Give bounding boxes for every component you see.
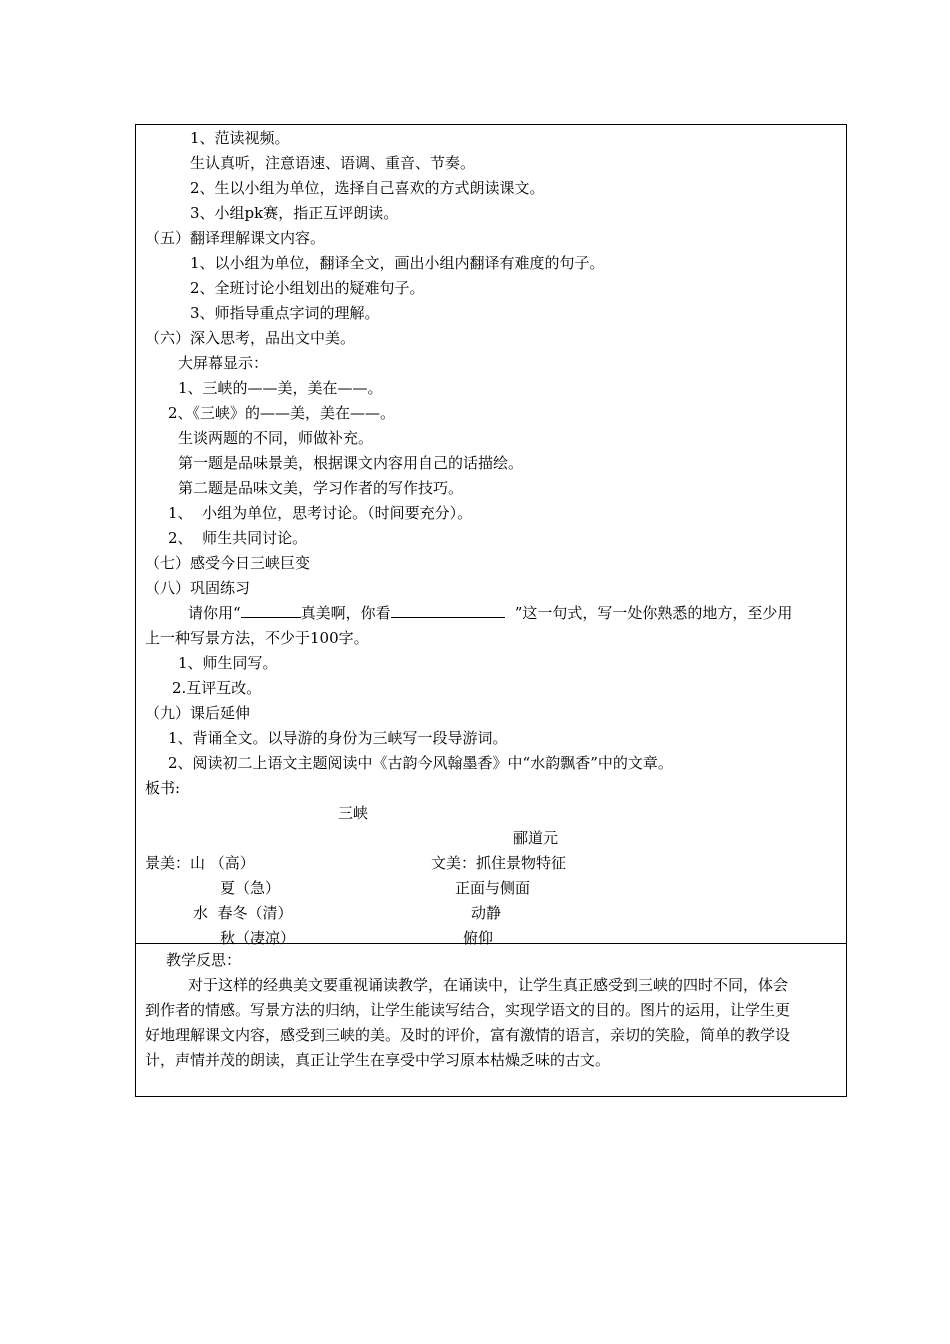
step-line: 生认真听，注意语速、语调、重音、节奏。 bbox=[190, 154, 476, 172]
board-title: 三峡 bbox=[338, 804, 369, 822]
step-line: 1、以小组为单位，翻译全文，画出小组内翻译有难度的句子。 bbox=[190, 254, 605, 272]
board-author: 郦道元 bbox=[513, 829, 559, 847]
step-line: 2、生以小组为单位，选择自己喜欢的方式朗读课文。 bbox=[190, 179, 545, 197]
exercise-prompt bbox=[188, 603, 792, 623]
step-line: 第一题是品味景美，根据课文内容用自己的话描绘。 bbox=[178, 454, 524, 472]
board-left-1: 景美：山 （高） bbox=[145, 854, 255, 872]
answer-blank-1 bbox=[241, 603, 301, 618]
reflection-line: 到作者的情感。写景方法的归纳，让学生能读写结合，实现学语文的目的。图片的运用，让学生更 bbox=[145, 1001, 791, 1019]
step-line: 大屏幕显示： bbox=[178, 354, 269, 372]
step-line: 1、师生同写。 bbox=[178, 654, 278, 672]
exercise-text-1: 请你用“ bbox=[188, 604, 241, 622]
board-left-4: 秋（凄凉） bbox=[220, 929, 296, 947]
board-right-3: 动静 bbox=[471, 904, 502, 922]
step-line: 1、三峡的——美，美在——。 bbox=[178, 379, 383, 397]
exercise-text-3: ”这一句式，写一处你熟悉的地方，至少用 bbox=[514, 604, 793, 622]
step-line: 2、 师生共同讨论。 bbox=[168, 529, 308, 547]
exercise-text-2: 真美啊，你看 bbox=[300, 604, 391, 622]
step-line: 3、师指导重点字词的理解。 bbox=[190, 304, 380, 322]
step-line: 2、全班讨论小组划出的疑难句子。 bbox=[190, 279, 425, 297]
step-line: 2、阅读初二上语文主题阅读中《古韵今风翰墨香》中“水韵飘香”中的文章。 bbox=[168, 754, 673, 772]
step-line: 第二题是品味文美，学习作者的写作技巧。 bbox=[178, 479, 464, 497]
section-heading: （五）翻译理解课文内容。 bbox=[145, 229, 326, 247]
board-left-3: 水 春冬（清） bbox=[193, 904, 293, 922]
answer-blank-2 bbox=[391, 603, 505, 618]
step-line: 1、 小组为单位，思考讨论。（时间要充分）。 bbox=[168, 504, 473, 522]
reflection-line: 对于这样的经典美文要重视诵读教学，在诵读中，让学生真正感受到三峡的四时不同，体会 bbox=[188, 976, 789, 994]
board-right-2: 正面与侧面 bbox=[455, 879, 531, 897]
step-line: 1、背诵全文。以导游的身份为三峡写一段导游词。 bbox=[168, 729, 508, 747]
board-right-4: 俯仰 bbox=[463, 929, 494, 947]
step-line: 1、范读视频。 bbox=[190, 129, 290, 147]
board-right-1: 文美：抓住景物特征 bbox=[431, 854, 567, 872]
board-left-2: 夏（急） bbox=[220, 879, 281, 897]
section-heading: （九）课后延伸 bbox=[145, 704, 251, 722]
section-heading: （七）感受今日三峡巨变 bbox=[145, 554, 311, 572]
reflection-heading: 教学反思： bbox=[166, 951, 242, 969]
step-line: 2.互评互改。 bbox=[172, 679, 262, 697]
exercise-prompt-cont: 上一种写景方法，不少于100字。 bbox=[145, 629, 369, 647]
reflection-line: 计，声情并茂的朗读，真正让学生在享受中学习原本枯燥乏味的古文。 bbox=[145, 1051, 611, 1069]
section-heading: （六）深入思考，品出文中美。 bbox=[145, 329, 356, 347]
step-line: 生谈两题的不同，师做补充。 bbox=[178, 429, 374, 447]
step-line: 2、《三峡》的——美，美在——。 bbox=[168, 404, 396, 422]
board-label: 板书: bbox=[145, 779, 181, 797]
step-line: 3、小组pk赛，指正互评朗读。 bbox=[190, 204, 399, 222]
reflection-line: 好地理解课文内容，感受到三峡的美。及时的评价，富有激情的语言，亲切的笑脸，简单的教学设 bbox=[145, 1026, 791, 1044]
section-heading: （八）巩固练习 bbox=[145, 579, 251, 597]
